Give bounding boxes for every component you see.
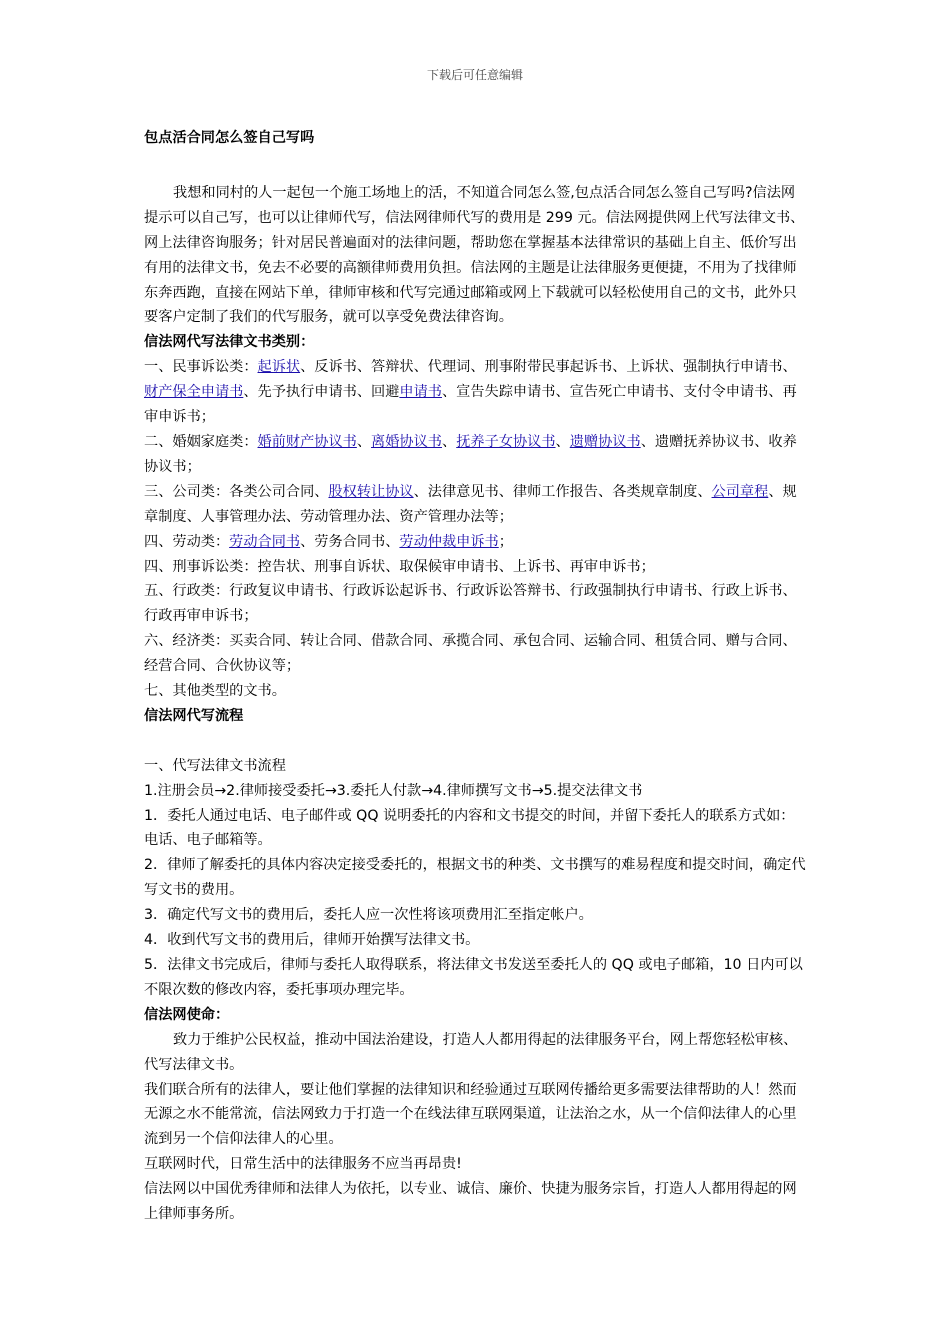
category-company — [144, 480, 808, 530]
company-text-1: 、法律意见书、律师工作报告、各类规章制度、 — [413, 483, 712, 500]
labor-text-2: ； — [498, 533, 513, 550]
civil-text-1: 、反诉书、答辩状、代理词、刑事附带民事起诉书、上诉状、强制执行申请书、 — [300, 359, 797, 376]
labor-text-1: 、劳务合同书、 — [300, 533, 400, 550]
link-divorce[interactable]: 离婚协议书 — [371, 433, 442, 450]
category-economy: 六、经济类：买卖合同、转让合同、借款合同、承揽合同、承包合同、运输合同、租赁合同、赠与合同、经营合同、合伙协议等； — [144, 633, 797, 675]
civil-text-0: 一、民事诉讼类： — [144, 359, 258, 376]
link-property-preservation[interactable]: 财产保全申请书 — [144, 384, 244, 401]
process-step: 2．律师了解委托的具体内容决定接受委托的，根据文书的种类、文书撰写的难易程度和提交时间，确定代写文书的费用。 — [144, 857, 806, 899]
family-text-2: 、 — [442, 433, 457, 450]
labor-text-0: 四、劳动类： — [144, 533, 230, 550]
process-step: 4．收到代写文书的费用后，律师开始撰写法律文书。 — [144, 932, 480, 949]
link-child-support[interactable]: 抚养子女协议书 — [456, 433, 556, 450]
category-admin: 五、行政类：行政复议申请书、行政诉讼起诉书、行政诉讼答辩书、行政强制执行申请书、行政上诉书、行政再审申诉书； — [144, 583, 797, 625]
document-title: 包点活合同怎么签自己写吗 — [144, 130, 315, 146]
spacer — [144, 729, 808, 754]
link-application[interactable]: 申请书 — [399, 384, 442, 401]
mission-paragraph: 我们联合所有的法律人，要让他们掌握的法律知识和经验通过互联网传播给更多需要法律帮助的人！然而无源之水不能常流，信法网致力于打造一个在线法律互联网渠道，让法治之水，从一个信仰法律人的心里流到另一个信仰法律人的心里。 — [144, 1081, 797, 1148]
company-text-2: 、规章制度、人事管理办法、劳动管理办法、资产管理办法等； — [144, 483, 797, 525]
link-bequest[interactable]: 遗赠协议书 — [569, 433, 641, 450]
intro-paragraph: 我想和同村的人一起包一个施工场地上的活，不知道合同怎么签,包点活合同怎么签自己写吗?信法网提示可以自己写，也可以让律师代写，信法网律师代写的费用是 299 元。信法网提供网上代写法律文书、网上法律咨询服务；针对居民普遍面对的法律问题，帮助您在掌握基本法律常识的基础上自主、低价写出有用的法律文书，免去不必要的高额律师费用负担。信法网的主题是让法律服务更便捷，不用为了找律师东奔西跑，直接在网站下单，律师审核和代写完通过邮箱或网上下载就可以轻松使用自己的文书，此外只要客户定制了我们的代写服务，就可以享受免费法律咨询。 — [144, 184, 805, 326]
mission-paragraph: 致力于维护公民权益，推动中国法治建设，打造人人都用得起的法律服务平台，网上帮您轻松审核、代写法律文书。 — [144, 1031, 798, 1073]
family-text-1: 、 — [356, 433, 372, 450]
link-labor-arbitration[interactable]: 劳动仲裁申诉书 — [399, 533, 499, 550]
mission-paragraph: 信法网以中国优秀律师和法律人为依托，以专业、诚信、廉价、快捷为服务宗旨，打造人人都用得起的网上律师事务所。 — [144, 1181, 797, 1223]
category-criminal: 四、刑事诉讼类：控告状、刑事自诉状、取保候审申请书、上诉书、再审申诉书； — [144, 558, 655, 575]
process-subheading: 一、代写法律文书流程 — [144, 757, 286, 774]
process-flow: 1.注册会员→2.律师接受委托→3.委托人付款→4.律师撰写文书→5.提交法律文书 — [144, 782, 643, 799]
civil-text-3: 、宣告失踪申请书、宣告死亡申请书、支付令申请书、再审申诉书； — [144, 384, 797, 426]
link-complaint[interactable]: 起诉状 — [257, 359, 301, 376]
company-text-0: 三、公司类：各类公司合同、 — [144, 483, 329, 500]
link-labor-contract[interactable]: 劳动合同书 — [229, 533, 301, 550]
link-articles-of-association[interactable]: 公司章程 — [711, 483, 769, 500]
link-prenuptial[interactable]: 婚前财产协议书 — [257, 433, 357, 450]
process-step: 1．委托人通过电话、电子邮件或 QQ 说明委托的内容和文书提交的时间，并留下委托人的联系方式如：电话、电子邮箱等。 — [144, 807, 795, 849]
link-equity-transfer[interactable]: 股权转让协议 — [328, 483, 414, 500]
process-step: 5．法律文书完成后，律师与委托人取得联系，将法律文书发送至委托人的 QQ 或电子邮箱，10 日内可以不限次数的修改内容，委托事项办理完毕。 — [144, 956, 803, 998]
family-text-3: 、 — [555, 433, 570, 450]
family-text-4: 、遗赠抚养协议书、收养协议书； — [144, 433, 797, 475]
category-labor — [144, 530, 808, 555]
mission-paragraph: 互联网时代，日常生活中的法律服务不应当再昂贵! — [144, 1156, 462, 1173]
mission-heading: 信法网使命： — [144, 1006, 230, 1023]
document-body — [144, 126, 808, 1227]
family-text-0: 二、婚姻家庭类： — [144, 433, 258, 450]
category-family — [144, 430, 808, 480]
category-civil — [144, 355, 808, 430]
page-header-note: 下载后可任意编辑 — [426, 68, 523, 82]
process-step: 3．确定代写文书的费用后，委托人应一次性将该项费用汇至指定帐户。 — [144, 907, 593, 924]
civil-text-2: 、先予执行申请书、回避 — [243, 384, 400, 401]
process-heading: 信法网代写流程 — [144, 707, 244, 724]
categories-heading: 信法网代写法律文书类别： — [144, 334, 315, 351]
category-other: 七、其他类型的文书。 — [144, 683, 286, 700]
